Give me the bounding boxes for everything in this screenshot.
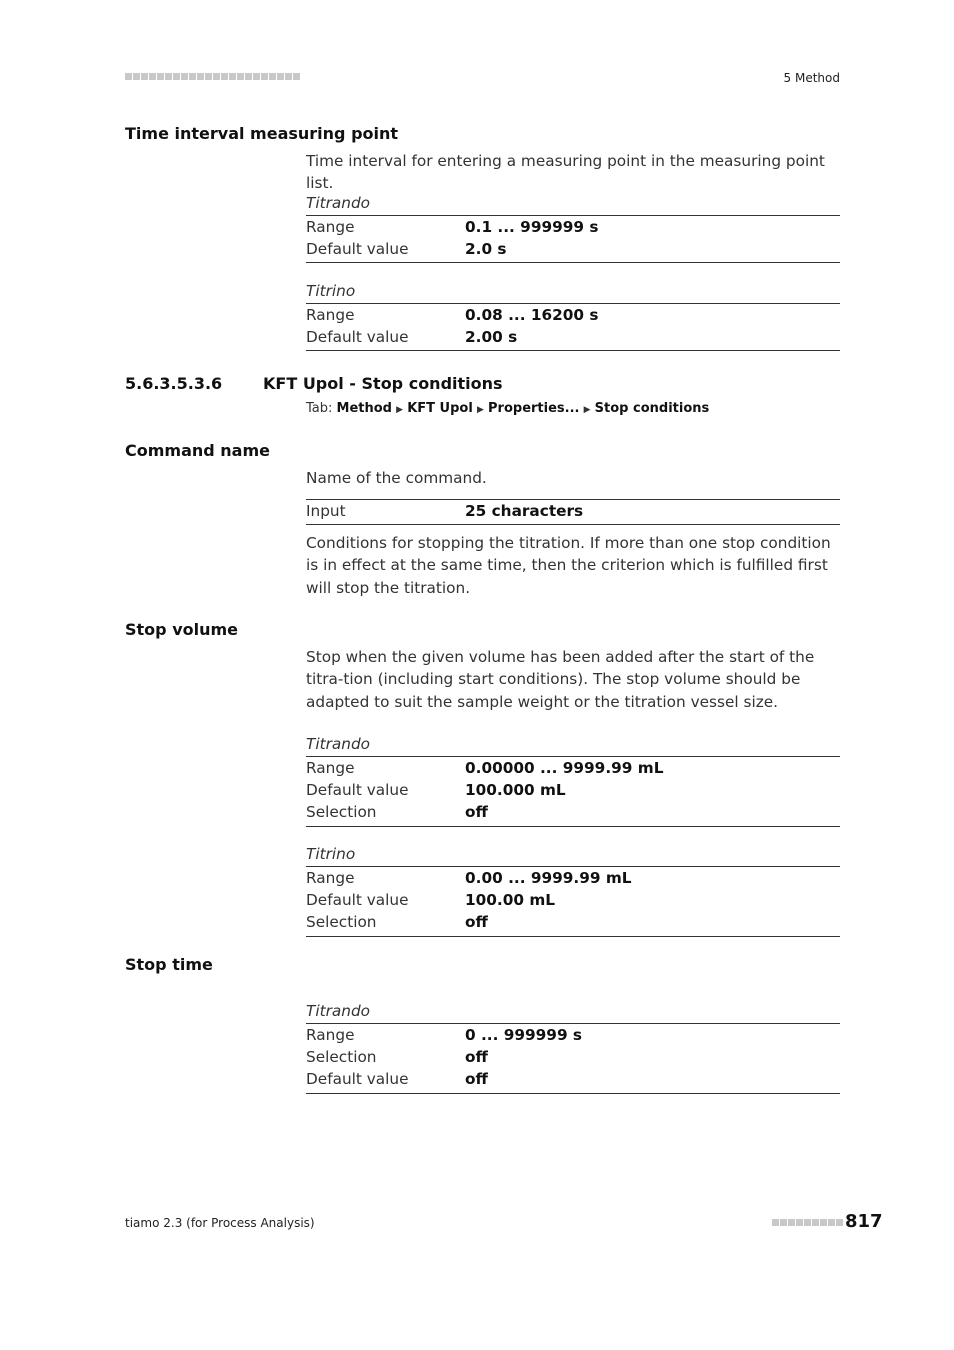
row-value: off	[465, 803, 488, 822]
table-row	[306, 757, 840, 779]
table-row	[306, 867, 840, 889]
table-row	[306, 801, 840, 823]
table-caption: Titrino	[306, 279, 840, 304]
table-rule	[306, 1092, 840, 1094]
table-row	[306, 889, 840, 911]
tab-path-item: Method	[336, 401, 392, 416]
table-row	[306, 1024, 840, 1046]
table-caption: Titrando	[306, 732, 840, 757]
stop-volume-titrino-table	[306, 842, 840, 937]
row-label: Default value	[306, 240, 409, 259]
row-label: Selection	[306, 1048, 377, 1067]
row-value: 0.08 ... 16200 s	[465, 306, 599, 324]
command-name-table	[306, 499, 840, 525]
command-name-heading: Command name	[125, 441, 270, 460]
table-rule	[306, 935, 840, 937]
row-label: Range	[306, 759, 355, 777]
row-value: 2.00 s	[465, 328, 518, 347]
time-interval-titrando-table	[306, 191, 840, 263]
tab-path	[306, 401, 709, 416]
table-rule	[306, 825, 840, 827]
row-label: Range	[306, 869, 355, 887]
stop-volume-description: Stop when the given volume has been added after the start of the titra-tion (including start conditions). The stop volume should be adapted to suit the sample weight or the titration vessel size.	[306, 648, 815, 711]
page-number: 817	[845, 1211, 883, 1232]
row-label: Range	[306, 306, 355, 324]
row-value: 25 characters	[465, 502, 584, 520]
triangle-right-icon: ▶	[583, 405, 591, 415]
tab-prefix: Tab:	[306, 401, 333, 416]
stop-time-heading: Stop time	[125, 955, 213, 974]
row-label: Range	[306, 218, 355, 236]
row-value: 2.0 s	[465, 240, 507, 259]
row-value: 100.00 mL	[465, 891, 556, 910]
time-interval-heading: Time interval measuring point	[125, 124, 399, 143]
row-value: 0 ... 999999 s	[465, 1026, 583, 1044]
command-name-description: Name of the command.	[306, 469, 487, 487]
table-caption: Titrando	[306, 999, 840, 1024]
tab-path-item: Properties...	[488, 401, 580, 416]
stop-volume-titrando-table	[306, 732, 840, 827]
time-interval-titrino-table	[306, 279, 840, 351]
row-value: off	[465, 1070, 488, 1089]
triangle-right-icon: ▶	[476, 405, 484, 415]
row-value: off	[465, 913, 488, 932]
row-label: Selection	[306, 803, 377, 822]
footer-decoration	[772, 1219, 843, 1226]
row-value: 0.1 ... 999999 s	[465, 218, 599, 236]
row-value: 0.00000 ... 9999.99 mL	[465, 759, 664, 777]
time-interval-description: Time interval for entering a measuring point in the measuring point list.	[306, 152, 825, 193]
table-row	[306, 304, 840, 326]
table-rule	[306, 349, 840, 351]
footer-product: tiamo 2.3 (for Process Analysis)	[125, 1216, 315, 1230]
table-row	[306, 1068, 840, 1090]
row-label: Range	[306, 1026, 355, 1044]
stop-time-titrando-table	[306, 999, 840, 1094]
stop-conditions-description: Conditions for stopping the titration. If more than one stop condition is in effect at the same time, then the criterion which is fulfilled first will stop the titration.	[306, 534, 831, 597]
table-row	[306, 216, 840, 238]
section-title: KFT Upol - Stop conditions	[263, 374, 503, 393]
chapter-header: 5 Method	[783, 71, 840, 85]
stop-volume-heading: Stop volume	[125, 620, 239, 639]
row-value: 0.00 ... 9999.99 mL	[465, 869, 632, 887]
table-row	[306, 1046, 840, 1068]
row-value: off	[465, 1048, 488, 1067]
tab-path-item: KFT Upol	[407, 401, 473, 416]
table-row	[306, 911, 840, 933]
row-label: Default value	[306, 781, 409, 800]
header-decoration	[125, 73, 300, 80]
triangle-right-icon: ▶	[396, 405, 404, 415]
table-row	[306, 779, 840, 801]
tab-path-item: Stop conditions	[594, 401, 710, 416]
row-value: 100.000 mL	[465, 781, 566, 800]
table-rule	[306, 523, 840, 525]
row-label: Default value	[306, 1070, 409, 1089]
row-label: Default value	[306, 328, 409, 347]
row-label: Selection	[306, 913, 377, 932]
section-number: 5.6.3.5.3.6	[125, 374, 223, 393]
table-row	[306, 238, 840, 260]
table-row	[306, 326, 840, 348]
table-row	[306, 500, 840, 522]
table-caption: Titrando	[306, 191, 840, 216]
table-caption: Titrino	[306, 842, 840, 867]
row-label: Input	[306, 502, 346, 520]
row-label: Default value	[306, 891, 409, 910]
table-rule	[306, 261, 840, 263]
